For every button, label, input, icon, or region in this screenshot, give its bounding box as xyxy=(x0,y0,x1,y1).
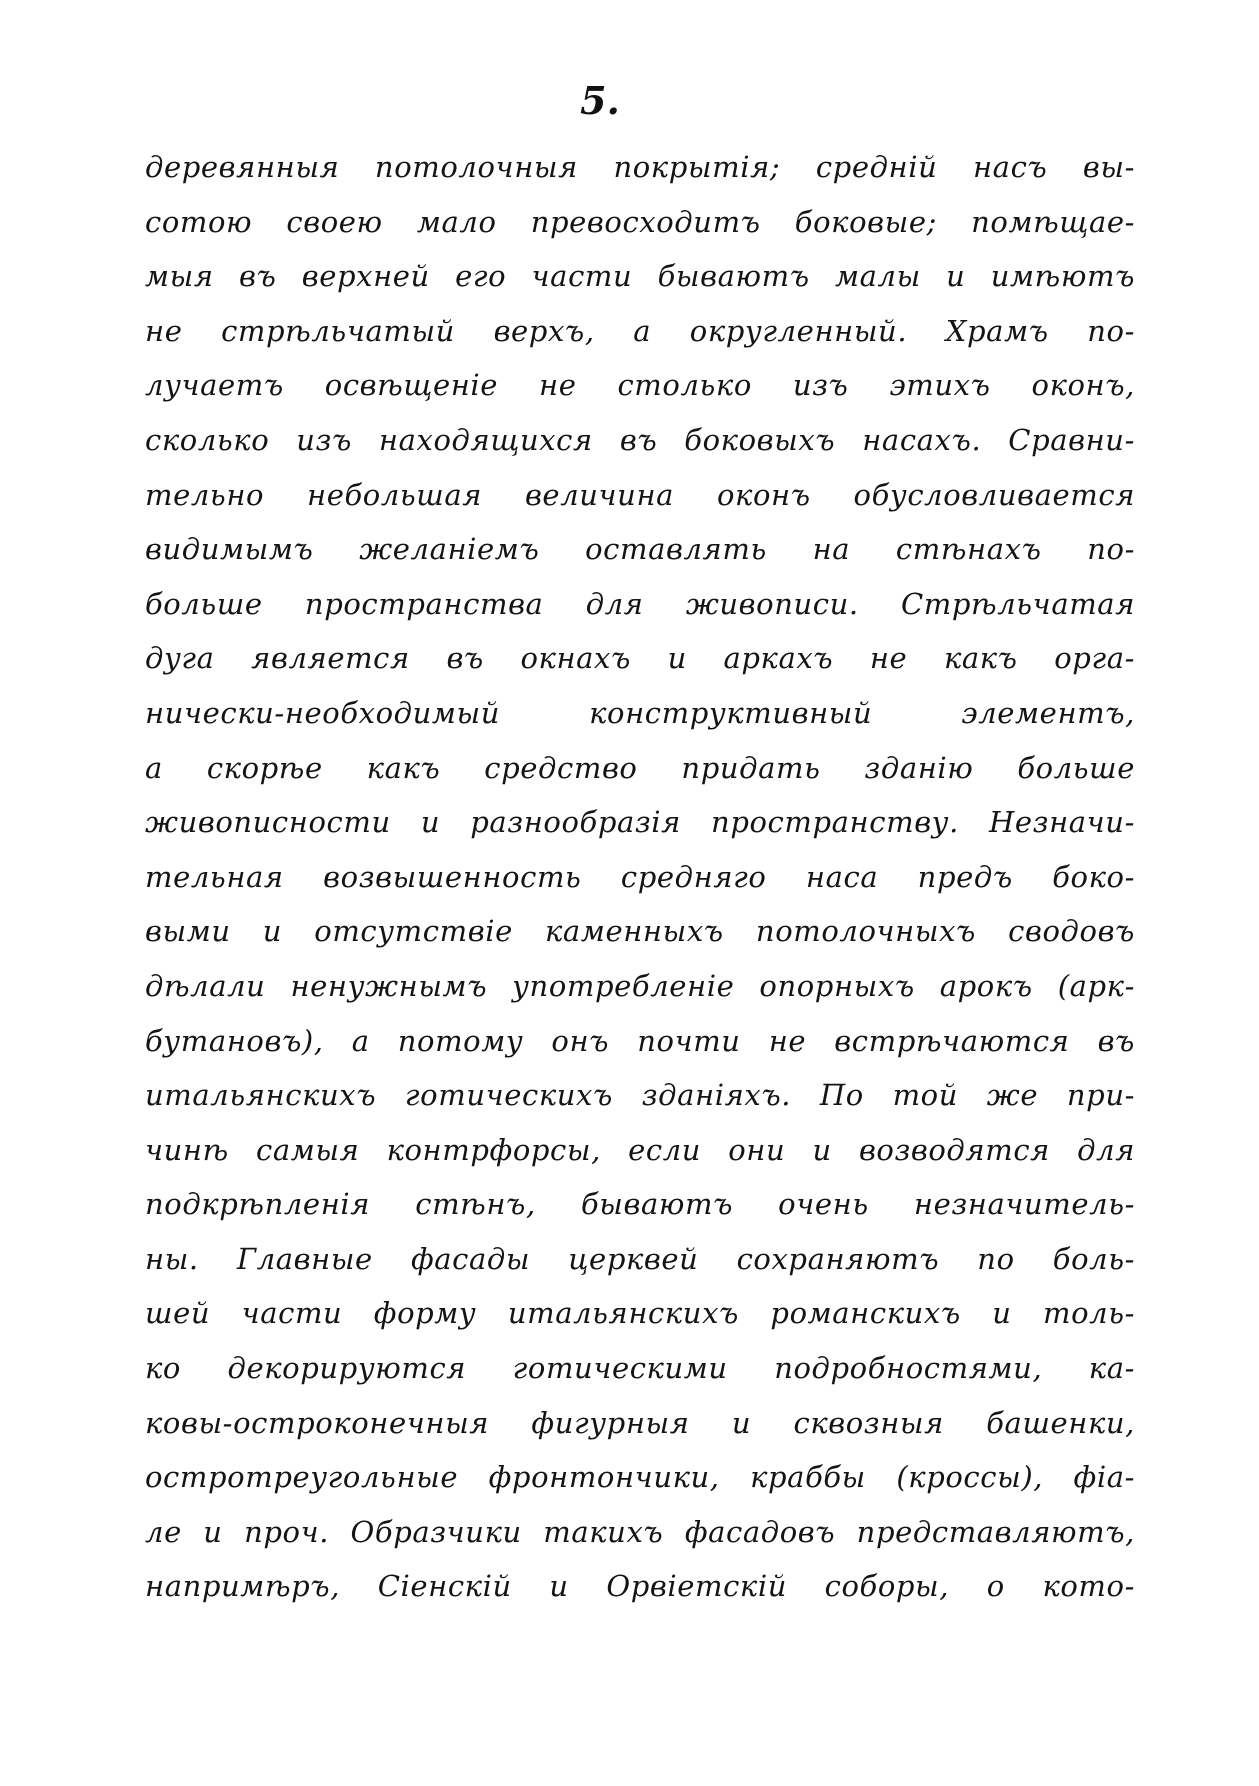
text-line: ны. Главные фасады церквей сохраняютъ по боль- xyxy=(145,1241,1135,1276)
text-line: сотою своею мало превосходитъ боковые; помѣщае- xyxy=(145,204,1135,239)
text-line: шей части форму итальянскихъ романскихъ и толь- xyxy=(145,1296,1135,1331)
text-line: сколько изъ находящихся въ боковыхъ насахъ. Сравни- xyxy=(145,422,1135,457)
text-line: ковы-остроконечныя фигурныя и сквозныя башенки, xyxy=(145,1405,1135,1440)
text-line: мыя въ верхней его части бываютъ малы и имѣютъ xyxy=(145,259,1135,294)
text-line: тельная возвышенность средняго наса предъ боко- xyxy=(145,859,1135,894)
text-line: живописности и разнообразія пространству. Незначи- xyxy=(145,805,1135,840)
text-line: подкрѣпленія стѣнъ, бываютъ очень незначитель- xyxy=(145,1187,1135,1222)
text-line: остротреугольные фронтончики, краббы (кроссы), фіа- xyxy=(145,1460,1135,1495)
text-line: дуга является въ окнахъ и аркахъ не какъ орга- xyxy=(145,641,1135,676)
text-line: а скорѣе какъ средство придать зданію больше xyxy=(145,750,1135,785)
handwritten-text-block xyxy=(145,140,1135,1614)
text-line: дѣлали ненужнымъ употребленіе опорныхъ арокъ (арк- xyxy=(145,968,1135,1003)
text-line: не стрѣльчатый верхъ, а округленный. Храмъ по- xyxy=(145,313,1135,348)
text-line: видимымъ желаніемъ оставлять на стѣнахъ по- xyxy=(145,532,1135,567)
text-line: итальянскихъ готическихъ зданіяхъ. По той же при- xyxy=(145,1078,1135,1113)
text-line: ле и проч. Образчики такихъ фасадовъ представляютъ, xyxy=(145,1514,1135,1549)
text-line: лучаетъ освѣщеніе не столько изъ этихъ оконъ, xyxy=(145,368,1135,403)
page-number: 5. xyxy=(580,78,620,123)
text-line: тельно небольшая величина оконъ обусловливается xyxy=(145,477,1135,512)
text-line: деревянныя потолочныя покрытія; средній насъ вы- xyxy=(145,150,1135,184)
text-line: нически-необходимый конструктивный элементъ, xyxy=(145,695,1135,730)
text-line: выми и отсутствіе каменныхъ потолочныхъ сводовъ xyxy=(145,914,1135,949)
text-line: напримѣръ, Сіенскій и Орвіетскій соборы, о кото- xyxy=(145,1569,1135,1604)
text-line: чинѣ самыя контрфорсы, если они и возводятся для xyxy=(145,1132,1135,1167)
text-line: ко декорируются готическими подробностями, ка- xyxy=(145,1351,1135,1386)
text-line: больше пространства для живописи. Стрѣльчатая xyxy=(145,586,1135,621)
text-line: бутановъ), а потому онъ почти не встрѣчаются въ xyxy=(145,1023,1135,1058)
